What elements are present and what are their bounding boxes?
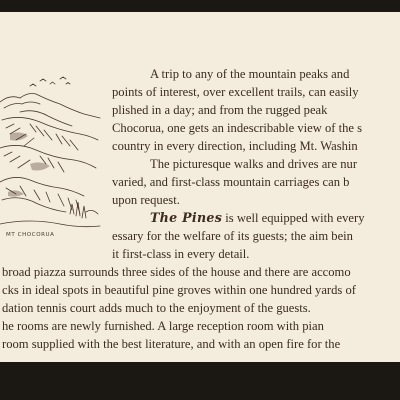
paragraph-1-line-5: country in every direction, including Mt. Washin xyxy=(112,139,358,153)
mountain-sketch-illustration xyxy=(0,64,108,254)
paragraph-4-line-1: broad piazza surrounds three sides of the house and there are accomo xyxy=(2,265,351,279)
paragraph-4-line-3: dation tennis court adds much to the enjoyment of the guests. xyxy=(2,301,311,315)
paragraph-1-line-4: Chocorua, one gets an indescribable view of the s xyxy=(112,121,363,135)
paragraph-1-line-3: plished in a day; and from the rugged peak xyxy=(112,103,328,117)
paragraph-3-line-1-rest: is well equipped with every xyxy=(222,211,365,225)
hotel-name-the-pines: The Pines xyxy=(150,210,223,225)
brochure-page xyxy=(0,12,400,362)
paragraph-2-line-2: varied, and first-class mountain carriages can b xyxy=(112,175,350,189)
illustration-caption: MT CHOCORUA xyxy=(6,232,55,238)
paragraph-4-line-2: cks in ideal spots in beautiful pine groves within one hundred yards of xyxy=(2,283,356,297)
paragraph-5-line-2: room supplied with the best literature, and with an open fire for the xyxy=(2,337,341,351)
paragraph-3-line-2: essary for the welfare of its guests; the aim bein xyxy=(112,229,353,243)
paragraph-3-line-3: it first-class in every detail. xyxy=(112,247,250,261)
paragraph-5-line-1: he rooms are newly furnished. A large reception room with pian xyxy=(2,319,324,333)
paragraph-2-line-3: upon request. xyxy=(112,193,180,207)
paragraph-3-line-1 xyxy=(150,210,365,226)
page-bottom-edge xyxy=(0,362,400,400)
paragraph-1-line-2: points of interest, over excellent trails, can easily xyxy=(112,85,359,99)
paragraph-1-line-1: A trip to any of the mountain peaks and xyxy=(150,67,350,81)
paragraph-2-line-1: The picturesque walks and drives are nur xyxy=(150,157,358,171)
